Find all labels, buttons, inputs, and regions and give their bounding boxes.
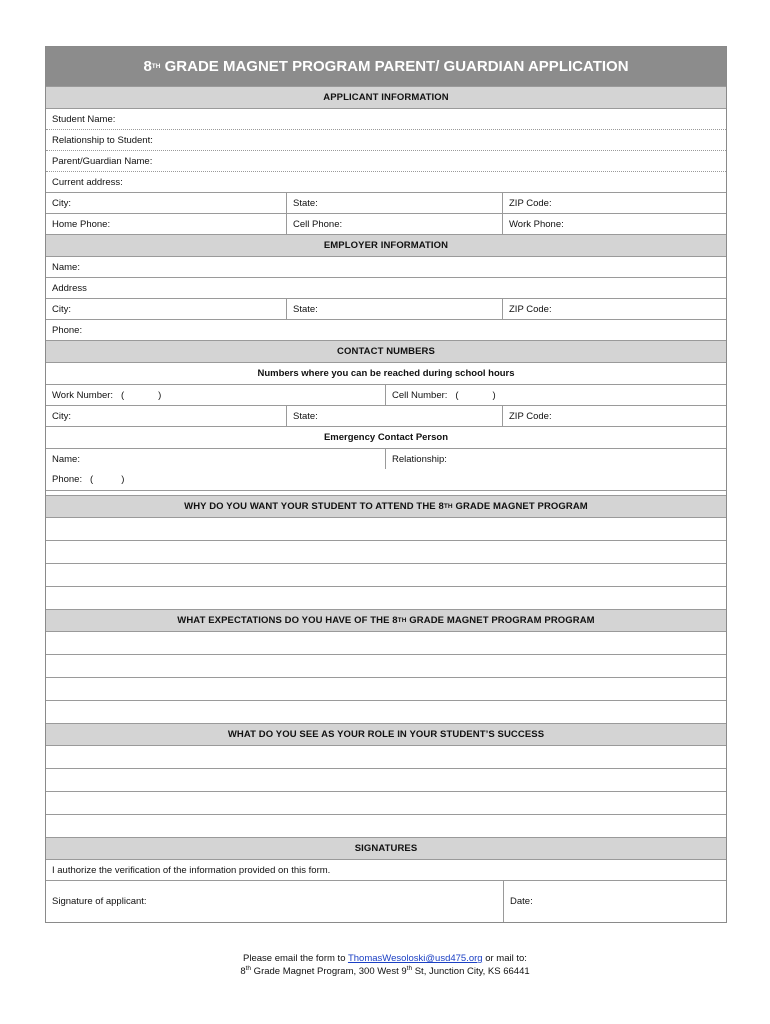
authorize-text: I authorize the verification of the information provided on this form. xyxy=(52,864,331,876)
application-form xyxy=(45,46,727,923)
section-header-contact xyxy=(46,340,726,362)
student-name-label: Student Name: xyxy=(52,113,116,125)
emergency-phone-row xyxy=(46,469,726,490)
applicant-header-label: APPLICANT INFORMATION xyxy=(323,92,449,103)
home-phone-field[interactable]: Home Phone: xyxy=(52,218,111,230)
section-header-role xyxy=(46,723,726,745)
footer-address: St, Junction City, KS 66441 xyxy=(412,966,530,977)
cell-paren-open: ( xyxy=(455,389,459,401)
work-number-label: Work Number: xyxy=(52,389,114,401)
section-header-applicant xyxy=(46,86,726,108)
employer-phone-label: Phone: xyxy=(52,324,83,336)
field-employer-address[interactable] xyxy=(46,277,726,298)
section-header-why: WHY DO YOU WANT YOUR STUDENT TO ATTEND THE 8 TH GRADE MAGNET PROGRAM xyxy=(46,495,726,517)
emergency-relationship-field[interactable]: Relationship: xyxy=(385,449,726,469)
role-answer-line[interactable] xyxy=(46,768,726,791)
cell-number-label: Cell Number: xyxy=(392,389,448,401)
role-header-label: WHAT DO YOU SEE AS YOUR ROLE IN YOUR STUDENT’S SUCCESS xyxy=(227,729,545,740)
cell-phone-field[interactable]: Cell Phone: xyxy=(286,214,502,234)
emergency-phone-label: Phone: xyxy=(52,474,83,485)
work-paren-close: ) xyxy=(158,389,162,401)
emergency-name-row xyxy=(46,448,726,469)
footer-line-1 xyxy=(0,952,770,965)
parent-name-label: Parent/Guardian Name: xyxy=(52,155,153,167)
footer-email-suffix: or mail to: xyxy=(482,953,527,964)
employer-header-label: EMPLOYER INFORMATION xyxy=(323,240,449,251)
cell-number-field[interactable] xyxy=(385,385,726,405)
field-student-name[interactable] xyxy=(46,108,726,129)
section-header-employer xyxy=(46,234,726,256)
employer-city-field[interactable]: City: xyxy=(52,303,71,315)
employer-state-field[interactable]: State: xyxy=(286,299,502,319)
emergency-name-field[interactable]: Name: xyxy=(52,453,80,465)
field-employer-phone[interactable] xyxy=(46,319,726,340)
relationship-label: Relationship to Student: xyxy=(52,134,153,146)
employer-city-state-zip-row xyxy=(46,298,726,319)
employer-zip-field[interactable]: ZIP Code: xyxy=(502,299,726,319)
applicant-city-field[interactable]: City: xyxy=(52,197,71,209)
footer-mid: Grade Magnet Program, 300 West 9 xyxy=(251,966,407,977)
expectations-answer-line[interactable] xyxy=(46,631,726,654)
date-field[interactable]: Date: xyxy=(503,881,726,922)
title-text: GRADE MAGNET PROGRAM PARENT/ GUARDIAN APPLICATION xyxy=(164,58,629,75)
contact-city-field[interactable]: City: xyxy=(52,410,71,422)
applicant-city-state-zip-row xyxy=(46,192,726,213)
work-paren-open: ( xyxy=(120,389,125,401)
expectations-post: GRADE MAGNET PROGRAM PROGRAM xyxy=(406,615,595,626)
expectations-answer-line[interactable] xyxy=(46,677,726,700)
footer-email-prefix: Please email the form to xyxy=(243,953,348,964)
why-answer-line[interactable] xyxy=(46,517,726,540)
emergency-contact-label: Emergency Contact Person xyxy=(323,432,449,443)
signature-row xyxy=(46,880,726,922)
authorize-row xyxy=(46,859,726,880)
why-answer-line[interactable] xyxy=(46,540,726,563)
employer-name-label: Name: xyxy=(52,261,80,273)
school-hours-subheader xyxy=(46,362,726,384)
current-address-label: Current address: xyxy=(52,176,123,188)
role-answer-line[interactable] xyxy=(46,745,726,768)
footer-email-link[interactable]: ThomasWesoloski@usd475.org xyxy=(347,953,483,964)
field-parent-name[interactable] xyxy=(46,150,726,171)
why-answer-line[interactable] xyxy=(46,563,726,586)
contact-state-field[interactable]: State: xyxy=(286,406,502,426)
work-phone-field[interactable]: Work Phone: xyxy=(502,214,726,234)
field-relationship[interactable] xyxy=(46,129,726,150)
footer xyxy=(0,952,770,978)
section-header-signatures xyxy=(46,837,726,859)
section-header-expectations: WHAT EXPECTATIONS DO YOU HAVE OF THE 8 TH GRADE MAGNET PROGRAM PROGRAM xyxy=(46,609,726,631)
emergency-contact-subheader xyxy=(46,426,726,448)
role-answer-line[interactable] xyxy=(46,791,726,814)
footer-sup-2: th xyxy=(406,964,413,972)
why-post: GRADE MAGNET PROGRAM xyxy=(452,501,588,512)
contact-zip-field[interactable]: ZIP Code: xyxy=(502,406,726,426)
why-answer-line[interactable] xyxy=(46,586,726,609)
role-answer-line[interactable] xyxy=(46,814,726,837)
footer-ordinal: 8 xyxy=(240,966,246,977)
footer-line-2 xyxy=(0,965,770,978)
expectations-pre: WHAT EXPECTATIONS DO YOU HAVE OF THE 8 xyxy=(177,615,398,626)
applicant-state-field[interactable]: State: xyxy=(286,193,502,213)
signatures-header-label: SIGNATURES xyxy=(354,843,418,854)
why-pre: WHY DO YOU WANT YOUR STUDENT TO ATTEND THE 8 xyxy=(184,501,444,512)
applicant-zip-field[interactable]: ZIP Code: xyxy=(502,193,726,213)
emergency-paren-close: ) xyxy=(121,474,125,485)
emergency-phone-field[interactable] xyxy=(46,469,726,490)
title-ordinal: 8 xyxy=(143,58,152,75)
signature-field[interactable]: Signature of applicant: xyxy=(52,896,147,907)
school-hours-label: Numbers where you can be reached during school hours xyxy=(257,368,515,379)
work-number-field[interactable] xyxy=(46,385,385,405)
form-title: 8 TH GRADE MAGNET PROGRAM PARENT/ GUARDIAN APPLICATION xyxy=(46,46,726,86)
contact-header-label: CONTACT NUMBERS xyxy=(337,346,435,357)
emergency-paren-open: ( xyxy=(90,474,94,485)
expectations-answer-line[interactable] xyxy=(46,654,726,677)
field-current-address[interactable] xyxy=(46,171,726,192)
contact-city-state-zip-row xyxy=(46,405,726,426)
cell-paren-close: ) xyxy=(492,389,496,401)
applicant-phones-row xyxy=(46,213,726,234)
expectations-answer-line[interactable] xyxy=(46,700,726,723)
contact-numbers-row xyxy=(46,384,726,405)
employer-address-label: Address xyxy=(52,282,87,294)
footer-sup-1: th xyxy=(245,964,252,972)
field-employer-name[interactable] xyxy=(46,256,726,277)
